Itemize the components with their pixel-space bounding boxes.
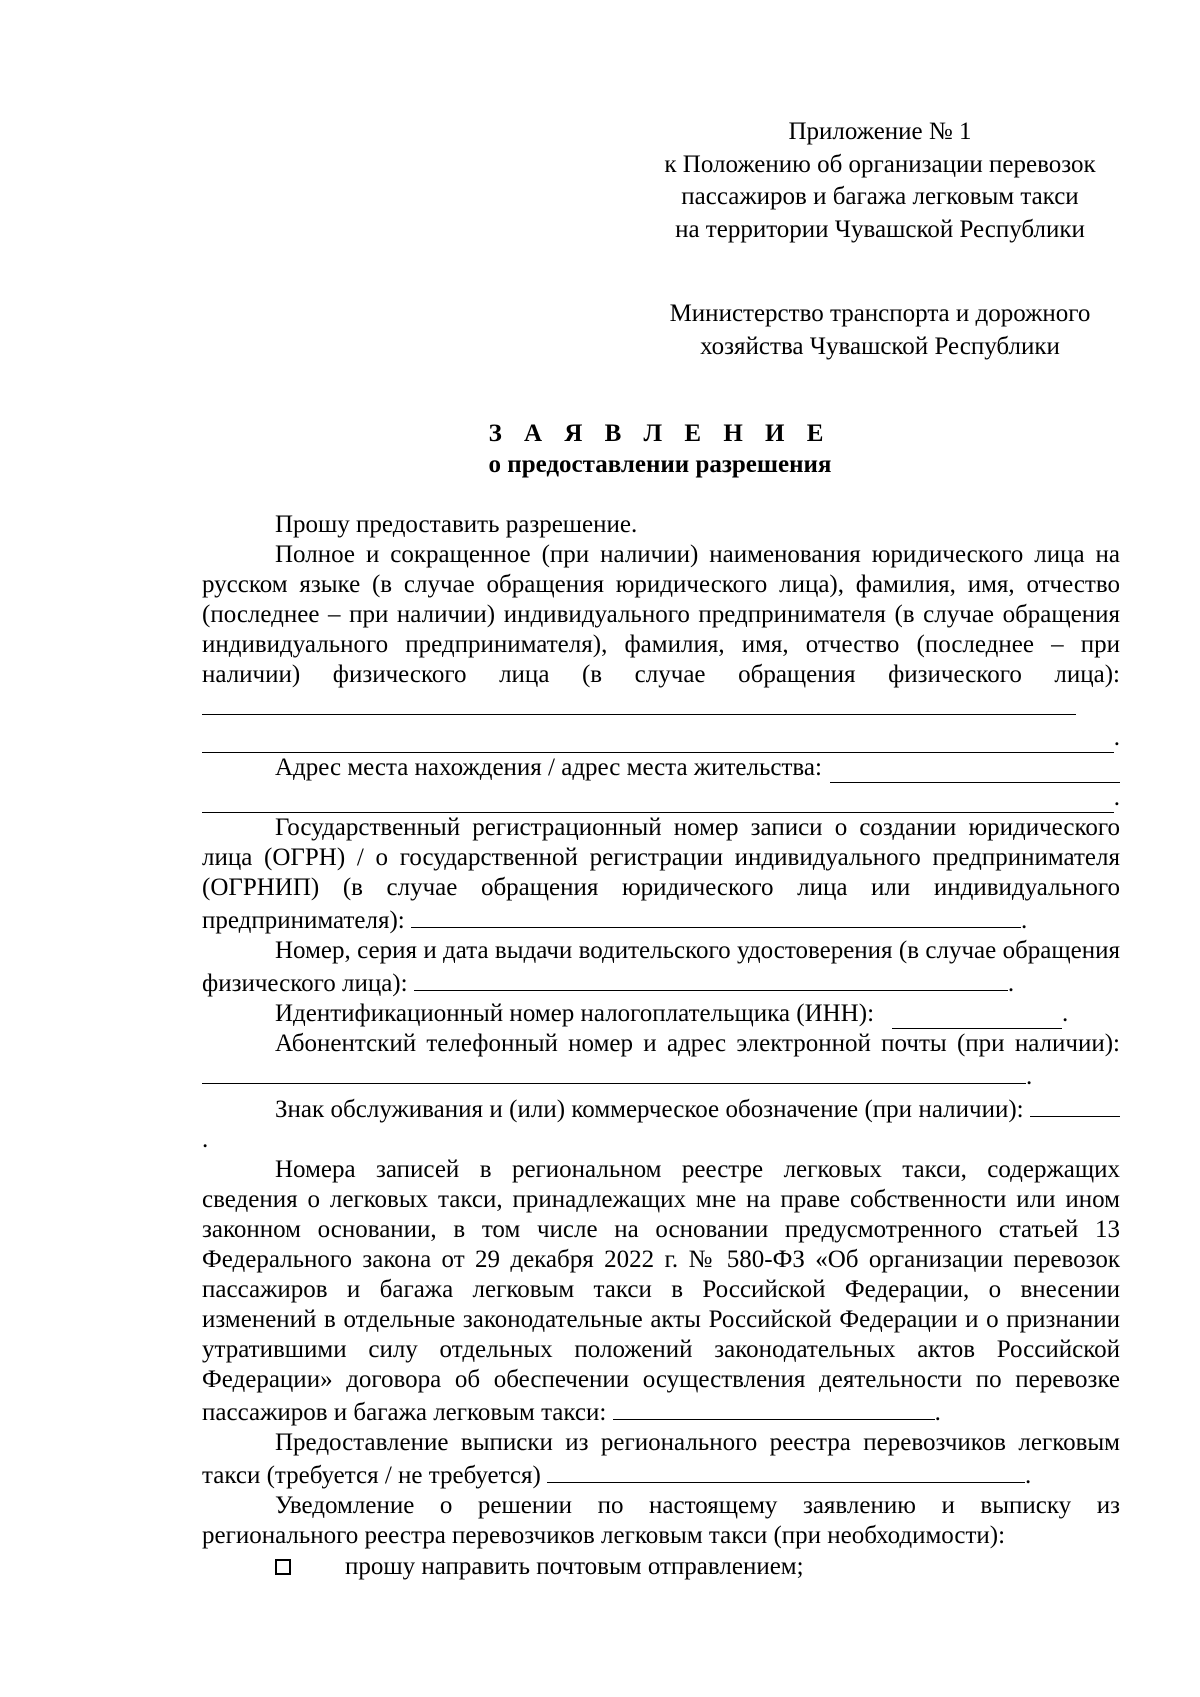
period: . xyxy=(1062,1000,1069,1027)
option-row-mail xyxy=(202,1552,1120,1582)
trademark-field-paragraph xyxy=(202,1092,1120,1155)
appendix-line: Приложение № 1 xyxy=(788,118,972,145)
document-title: З А Я В Л Е Н И Е xyxy=(488,420,832,447)
extract-field-paragraph xyxy=(202,1428,1120,1491)
period: . xyxy=(1007,970,1015,997)
period: . xyxy=(1021,907,1028,934)
appendix-reference xyxy=(640,116,1120,246)
license-field-paragraph xyxy=(202,936,1120,999)
appendix-line: пассажиров и багажа легковым такси xyxy=(681,183,1079,210)
addressee-line: Министерство транспорта и дорожного xyxy=(669,300,1091,327)
registry-field-line[interactable] xyxy=(613,1395,935,1420)
ogrn-field-line[interactable] xyxy=(411,903,1021,928)
ogrn-field-paragraph xyxy=(202,813,1120,936)
document-subtitle: о предоставлении разрешения xyxy=(488,451,832,478)
address-field-label: Адрес места нахождения / адрес места жительства: xyxy=(275,754,822,781)
request-paragraph: Прошу предоставить разрешение. xyxy=(275,511,638,538)
address-field-line-2[interactable] xyxy=(202,788,1114,813)
inn-field-line[interactable] xyxy=(892,1004,1062,1029)
period: . xyxy=(1113,784,1120,811)
checkbox-mail[interactable] xyxy=(275,1559,291,1575)
phone-field-paragraph xyxy=(202,1029,1120,1092)
names-field-label: Полное и сокращенное (при наличии) наименования юридического лица на русском языке (в случае обращения юридического лица), фамилия, имя, отчество (последнее – при наличии) индивидуального предпринимателя (в случае обращения индивидуального предпринимателя), фамилия, имя, отчество (последнее – при наличии) физического лица (в случае обращения физического лица): xyxy=(202,541,1120,688)
license-field-line[interactable] xyxy=(414,966,1008,991)
appendix-line: на территории Чувашской Республики xyxy=(675,215,1085,243)
address-field-row xyxy=(202,753,1120,783)
inn-field-label: Идентификационный номер налогоплательщика (ИНН): xyxy=(275,1000,875,1027)
names-field-paragraph xyxy=(202,540,1120,723)
appendix-line: к Положению об организации перевозок xyxy=(664,150,1096,178)
ogrn-field-label: Государственный регистрационный номер записи о создании юридического лица (ОГРН) / о государственной регистрации индивидуального предпринимателя (ОГРНИП) (в случае обращения юридического лица или индивидуального предпринимателя): xyxy=(202,814,1120,934)
phone-field-line[interactable] xyxy=(202,1059,1026,1084)
document-heading xyxy=(0,418,1200,480)
trademark-field-label: Знак обслуживания и (или) коммерческое обозначение (при наличии): xyxy=(275,1096,1024,1123)
notification-paragraph: Уведомление о решении по настоящему заявлению и выписку из регионального реестра перевозчиков легковым такси (при необходимости): xyxy=(202,1492,1120,1549)
address-field-line-2-row xyxy=(202,783,1120,813)
addressee-line: хозяйства Чувашской Республики xyxy=(700,332,1060,360)
option-label-mail: прошу направить почтовым отправлением; xyxy=(345,1553,804,1580)
extract-field-label: Предоставление выписки из регионального реестра перевозчиков легковым такси (требуется / не требуется) xyxy=(202,1429,1120,1489)
period: . xyxy=(934,1399,941,1426)
names-field-line-1[interactable] xyxy=(202,690,1076,715)
license-field-label: Номер, серия и дата выдачи водительского удостоверения (в случае обращения физического лица): xyxy=(202,937,1120,997)
application-body xyxy=(202,510,1120,1582)
period: . xyxy=(1025,1462,1032,1489)
addressee-block xyxy=(640,298,1120,363)
period: . xyxy=(1113,724,1120,751)
registry-field-label: Номера записей в региональном реестре легковых такси, содержащих сведения о легковых такси, принадлежащих мне на праве собственности или ином законном основании, в том числе на основании предусмотренного статьей 13 Федерального закона от 29 декабря 2022 г. № 580-ФЗ «Об организации перевозок пассажиров и багажа легковым такси в Российской Федерации, о внесении изменений в отдельные законодательные акты Российской Федерации и о признании утратившими силу отдельных положений законодательных актов Российской Федерации» договора об обеспечении осуществления деятельности по перевозке пассажиров и багажа легковым такси: xyxy=(202,1156,1120,1426)
extract-field-line[interactable] xyxy=(547,1458,1025,1483)
period: . xyxy=(202,1126,209,1153)
names-field-line-2-row xyxy=(202,723,1120,753)
inn-field-row xyxy=(202,999,1120,1029)
phone-field-label: Абонентский телефонный номер и адрес электронной почты (при наличии): xyxy=(275,1030,1120,1057)
period: . xyxy=(1026,1063,1033,1090)
address-field-line-1[interactable] xyxy=(830,758,1120,783)
trademark-field-line[interactable] xyxy=(1030,1092,1120,1117)
names-field-line-2[interactable] xyxy=(202,728,1114,753)
registry-field-paragraph xyxy=(202,1155,1120,1428)
